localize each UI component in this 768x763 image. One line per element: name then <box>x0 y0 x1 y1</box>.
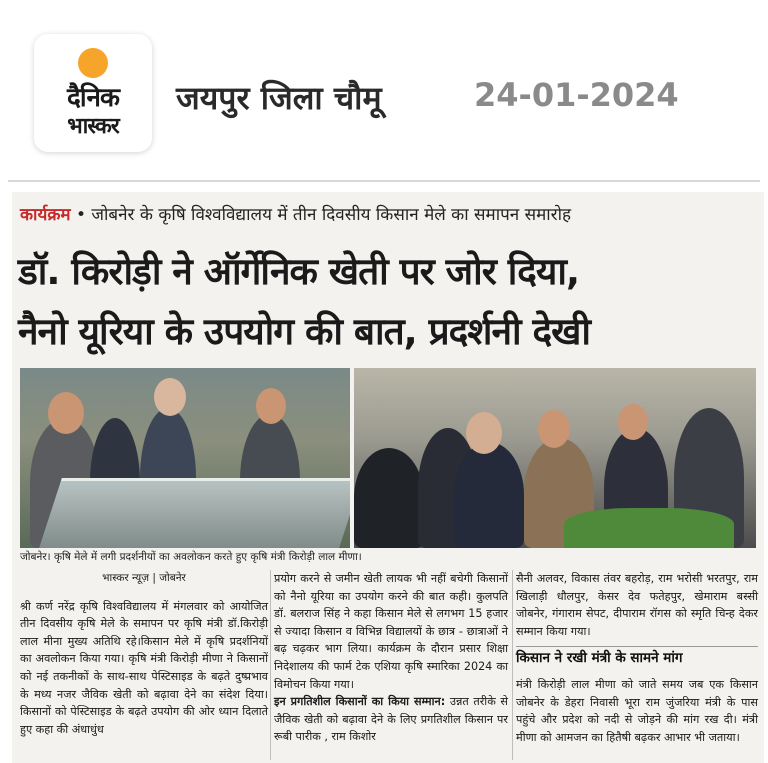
column-divider <box>270 570 271 760</box>
farmer-demand-subhead: किसान ने रखी मंत्री के सामने मांग <box>516 646 758 668</box>
column-2-text: प्रयोग करने से जमीन खेती लायक भी नहीं बचेगी किसानों को नैनो यूरिया का उपयोग करने की बात कही। कुलपति डॉ. बलराज सिंह ने कहा किसान मेले से लगभग 15 हजार से ज्यादा किसान व विभिन्न विद्यालयों के छात्र - छात्राओं ने बढ़ चढ़कर भाग लिया। कार्यक्रम के दौरान प्रसार शिक्षा निदेशालय की फार्म टेक एशिया कृषि स्मारिका 2024 का विमोचन किया गया। <box>274 572 508 691</box>
photo-exhibition-right <box>354 368 756 548</box>
sun-icon <box>78 48 108 78</box>
column-1-text: श्री कर्ण नरेंद्र कृषि विश्वविद्यालय में मंगलवार को आयोजित तीन दिवसीय कृषि मेले के समापन पर कृषि मंत्री डॉ.किरोड़ी लाल मीना मुख्य अतिथि रहे।किसान मेले में कृषि प्रदर्शनियों का अवलोकन किया गया। कृषि मंत्री किरोड़ी मीणा ने किसानों को नई तकनीकों के साथ-साथ पेस्टिसाइड के बढ़ते दुष्प्रभाव के मध्य नजर जैविक खेती को बढ़ावा देने का संदेश दिया। किसानों को पेस्टिसाइड के बढ़ते उपयोग की ओर ध्यान दिलाते हुए कहा की अंधाधुंध <box>20 599 268 736</box>
honoured-farmers-text: उन्नत तरीके से जैविक खेती को बढ़ावा देने के लिए प्रगतिशील किसान पर रूबी पारीक , राम किशोर <box>274 695 508 744</box>
article-column-1 <box>20 570 268 738</box>
logo-word-bhaskar: भास्कर <box>67 114 119 139</box>
kicker-text: • जोबनेर के कृषि विश्वविद्यालय में तीन दिवसीय किसान मेले का समापन समारोह <box>75 205 572 225</box>
headline-line-1: डॉ. किरोड़ी ने ऑर्गेनिक खेती पर जोर दिया, <box>18 250 580 293</box>
column-3-text: सैनी अलवर, विकास तंवर बहरोड़, राम भरोसी भरतपुर, राम खिलाड़ी धौलपुर, केसर देव फतेहपुर, खेमाराम बस्सी जोबनेर, गंगाराम सेपट, दीपाराम रॉगस को स्मृति चिन्ह देकर सम्मान किया गया। <box>516 572 758 638</box>
photo-exhibition-left <box>20 368 350 548</box>
article-column-2 <box>274 570 508 746</box>
farmer-demand-text: मंत्री किरोड़ी लाल मीणा को जाते समय जब एक किसान जोबनेर के डेहरा निवासी भूरा राम जुंजरिया मंत्री के पास पहुंचे और प्रदेश को नदी से जोड़ने की मांग रख दी। मंत्री मीणा को आमजन का हितैषी बढ़कर आभार भी जताया। <box>516 677 758 744</box>
photo-caption: जोबनेर। कृषि मेले में लगी प्रदर्शनीयों का अवलोकन करते हुए कृषि मंत्री किरोड़ी लाल मीणा। <box>20 551 362 563</box>
byline: भास्कर न्यूज़ | जोबनेर <box>102 572 186 584</box>
kicker-tag: कार्यक्रम <box>20 205 71 225</box>
honoured-farmers-subhead: इन प्रगतिशील किसानों का किया सम्मान: <box>274 695 446 709</box>
edition-title: जयपुर जिला चौमू <box>176 79 382 117</box>
honoured-farmers-para <box>274 693 508 746</box>
newspaper-clipping <box>12 192 764 763</box>
edition-date: 24-01-2024 <box>474 76 679 114</box>
column-divider <box>512 570 513 760</box>
dainik-bhaskar-logo <box>34 34 152 152</box>
logo-word-dainik: दैनिक <box>67 83 119 113</box>
article-kicker <box>20 202 571 225</box>
headline-line-2: नैनो यूरिया के उपयोग की बात, प्रदर्शनी देखी <box>18 310 590 353</box>
header-divider <box>8 180 760 182</box>
article-column-3 <box>516 570 758 746</box>
